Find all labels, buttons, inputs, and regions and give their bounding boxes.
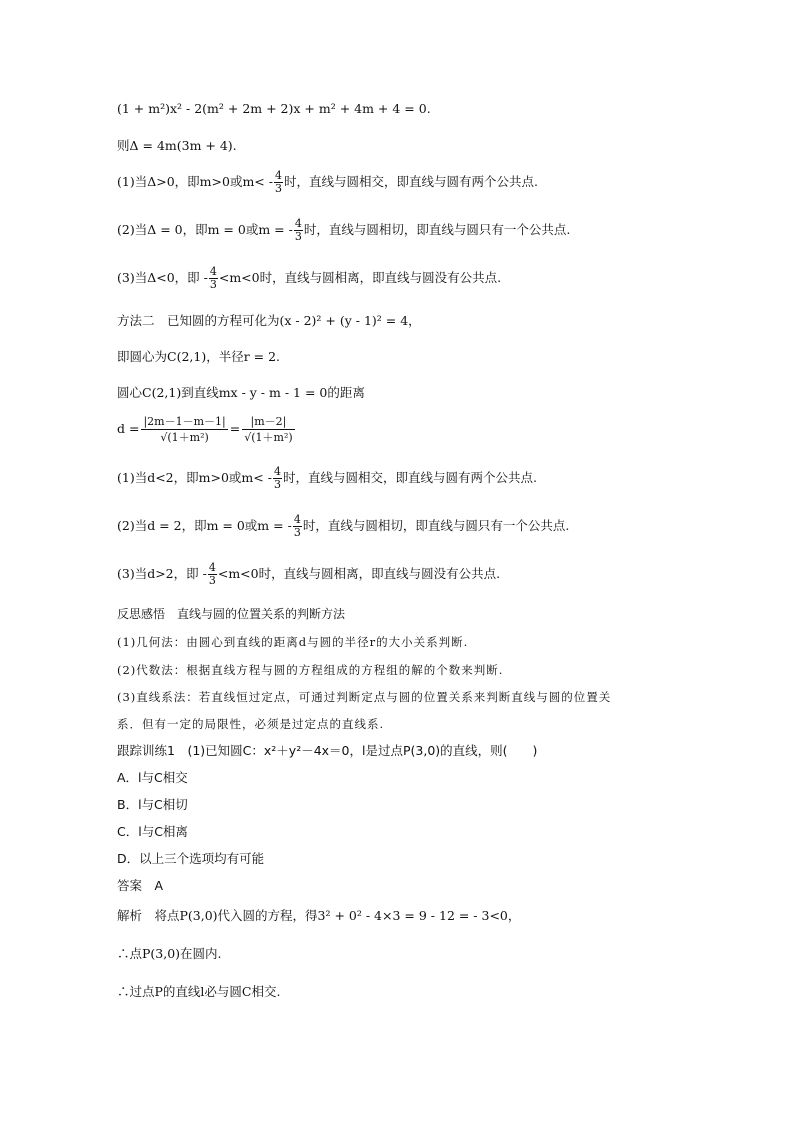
fraction: $\frac{4}{3}$	[274, 169, 282, 195]
method-two: 方法二 已知圆的方程可化为(x - 2)² + (y - 1)² = 4，	[117, 313, 421, 328]
fraction: $\frac{4}{3}$	[294, 217, 302, 243]
fraction: $\frac{4}{3}$	[273, 465, 281, 491]
case-1-pre: (1)当Δ>0，即m>0或m< -	[117, 174, 273, 189]
reflection-3a: (3)直线系法：若直线恒过定点，可通过判断定点与圆的位置关系来判断直线与圆的位置关	[117, 690, 612, 704]
d-case-1-pre: (1)当d<2，即m>0或m< -	[117, 470, 272, 485]
d-case-2-post: 时，直线与圆相切，即直线与圆只有一个公共点.	[302, 518, 570, 533]
case-3	[117, 266, 501, 291]
d-case-1	[117, 466, 537, 491]
distance-fraction-2: $\frac{|m-2|}{\text{√(1＋m²)}}$	[244, 415, 293, 444]
d-case-3-pre: (3)当d>2，即 -	[117, 566, 207, 581]
case-2-pre: (2)当Δ = 0，即m = 0或m = -	[117, 222, 293, 237]
distance-formula	[117, 414, 297, 445]
reflection-3b: 系．但有一定的局限性，必须是过定点的直线系.	[117, 717, 385, 731]
circle-center: 即圆心为C(2,1)，半径r = 2.	[117, 349, 281, 364]
fraction: $\frac{4}{3}$	[209, 265, 217, 291]
reflection-1: (1)几何法：由圆心到直线的距离d与圆的半径r的大小关系判断.	[117, 635, 469, 649]
training-question: 跟踪训练1 (1)已知圆C：x²＋y²－4x＝0，l是过点P(3,0)的直线，则( )	[117, 743, 538, 758]
therefore-2: ∴过点P的直线l必与圆C相交.	[117, 984, 281, 999]
option-d: D．以上三个选项均有可能	[117, 851, 265, 866]
d-case-2-pre: (2)当d = 2，即m = 0或m = -	[117, 518, 292, 533]
reflection-title: 反思感悟 直线与圆的位置关系的判断方法	[117, 607, 346, 621]
equals-sign: =	[229, 421, 241, 436]
d-case-3	[117, 562, 500, 587]
d-label: d =	[117, 421, 140, 436]
d-case-2	[117, 514, 569, 539]
distance-intro: 圆心C(2,1)到直线mx - y - m - 1 = 0的距离	[117, 385, 365, 400]
case-1	[117, 170, 538, 195]
case-3-pre: (3)当Δ<0，即 -	[117, 270, 208, 285]
d-case-1-post: 时，直线与圆相交，即直线与圆有两个公共点.	[282, 470, 537, 485]
case-1-post: 时，直线与圆相交，即直线与圆有两个公共点.	[283, 174, 538, 189]
fraction: $\frac{4}{3}$	[293, 513, 301, 539]
case-2-post: 时，直线与圆相切，即直线与圆只有一个公共点.	[303, 222, 571, 237]
option-b: B．l与C相切	[117, 797, 188, 812]
equation-line: (1 + m²)x² - 2(m² + 2m + 2)x + m² + 4m + 4 = 0.	[117, 101, 431, 116]
fraction: $\frac{4}{3}$	[208, 561, 216, 587]
option-a: A．l与C相交	[117, 770, 188, 785]
answer: 答案 A	[117, 878, 164, 893]
d-case-3-post: <m<0时，直线与圆相离，即直线与圆没有公共点.	[217, 566, 501, 581]
case-2	[117, 218, 570, 243]
discriminant-line: 则Δ = 4m(3m + 4).	[117, 138, 237, 153]
distance-fraction-1: $\frac{|2m-1-m-1|}{\text{√(1＋m²)}}$	[143, 415, 226, 444]
case-3-post: <m<0时，直线与圆相离，即直线与圆没有公共点.	[218, 270, 502, 285]
therefore-1: ∴点P(3,0)在圆内.	[117, 946, 222, 961]
reflection-2: (2)代数法：根据直线方程与圆的方程组成的方程组的解的个数来判断.	[117, 663, 504, 677]
analysis: 解析 将点P(3,0)代入圆的方程，得3² + 0² - 4×3 = 9 - 12 = - 3<0，	[117, 908, 521, 923]
option-c: C．l与C相离	[117, 824, 188, 839]
